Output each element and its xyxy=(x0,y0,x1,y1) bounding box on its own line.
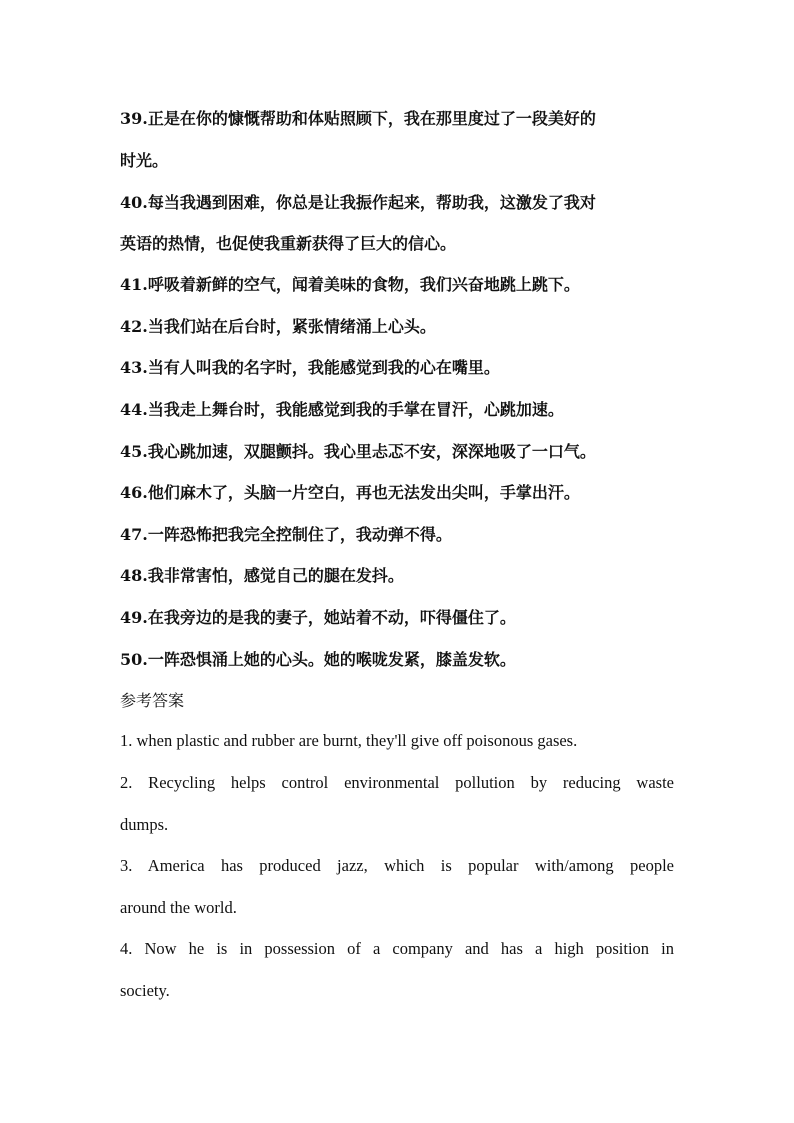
answer-4-line2: society. xyxy=(120,981,170,1000)
sentence-40-line2: 英语的热情，也促使我重新获得了巨大的信心。 xyxy=(120,234,457,253)
answer-3-line2: around the world. xyxy=(120,898,237,917)
sentence-39-line2: 时光。 xyxy=(120,151,169,170)
sentence-42: 42.当我们站在后台时，紧张情绪涌上心头。 xyxy=(120,317,436,336)
answer-2-line2: dumps. xyxy=(120,815,169,834)
sentence-49: 49.在我旁边的是我的妻子，她站着不动，吓得僵住了。 xyxy=(120,608,516,627)
answer-2-line1: 2. Recycling helps control environmental pollution by reducing waste xyxy=(120,773,674,792)
sentence-47: 47.一阵恐怖把我完全控制住了，我动弹不得。 xyxy=(120,525,452,544)
sentence-50: 50.一阵恐惧涌上她的心头。她的喉咙发紧，膝盖发软。 xyxy=(120,650,516,669)
answer-3-line1: 3. America has produced jazz, which is popular with/among people xyxy=(120,856,674,875)
sentence-46: 46.他们麻木了，头脑一片空白，再也无法发出尖叫，手掌出汗。 xyxy=(120,483,580,502)
sentence-43: 43.当有人叫我的名字时，我能感觉到我的心在嘴里。 xyxy=(120,358,500,377)
sentence-48: 48.我非常害怕，感觉自己的腿在发抖。 xyxy=(120,566,404,585)
sentence-39-line1: 39.正是在你的慷慨帮助和体贴照顾下，我在那里度过了一段美好的 xyxy=(120,109,596,128)
answers-heading: 参考答案 xyxy=(120,691,185,710)
answer-1-line1: 1. when plastic and rubber are burnt, they'll give off poisonous gases. xyxy=(120,731,578,750)
sentence-40-line1: 40.每当我遇到困难，你总是让我振作起来，帮助我，这激发了我对 xyxy=(120,193,596,212)
sentence-45: 45.我心跳加速，双腿颤抖。我心里忐忑不安，深深地吸了一口气。 xyxy=(120,442,596,461)
answer-4-line1: 4. Now he is in possession of a company and has a high position in xyxy=(120,939,674,958)
sentence-44: 44.当我走上舞台时，我能感觉到我的手掌在冒汗，心跳加速。 xyxy=(120,400,564,419)
sentence-41: 41.呼吸着新鲜的空气，闻着美味的食物，我们兴奋地跳上跳下。 xyxy=(120,275,580,294)
